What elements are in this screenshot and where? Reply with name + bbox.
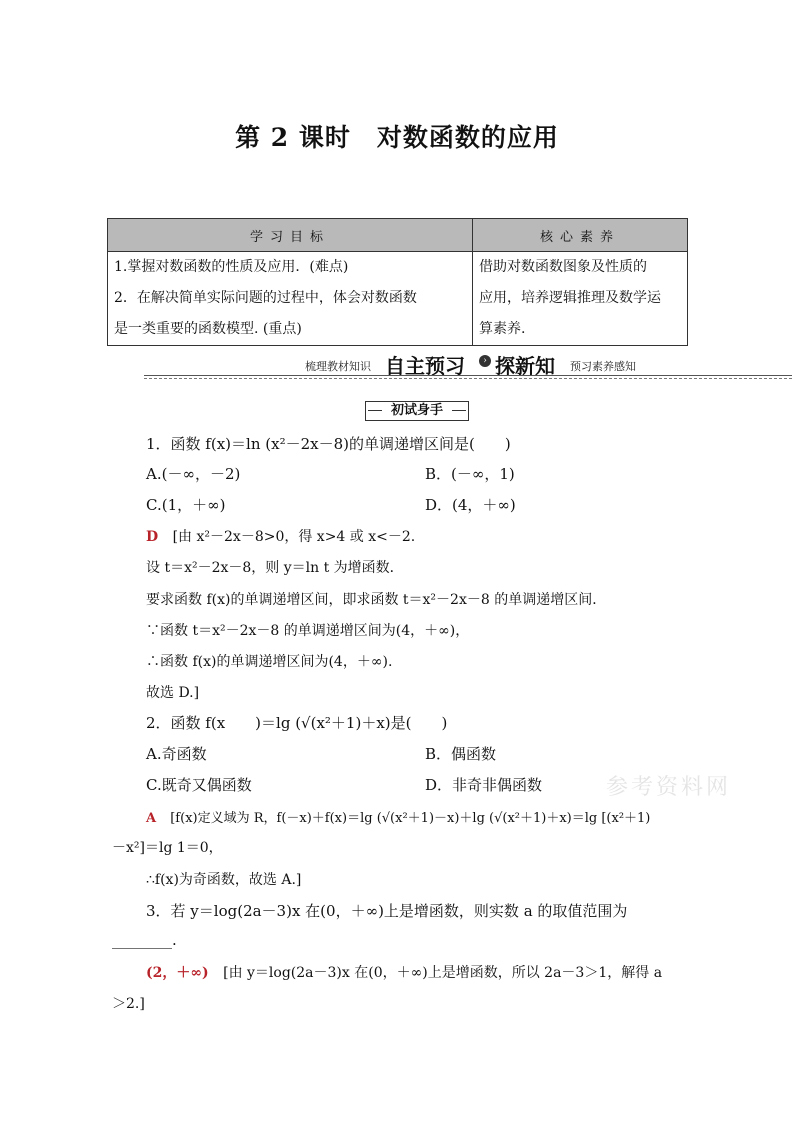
section-badge: 初试身手	[365, 401, 469, 421]
q1-option-d: D．(4，＋∞)	[425, 496, 516, 514]
q1-option-a: A.(－∞，－2)	[146, 465, 241, 483]
banner-title-2: 探新知	[495, 354, 555, 378]
banner-right-text: 预习素养感知	[570, 360, 636, 373]
q1-sol-4: ∵函数 t＝x²－2x－8 的单调递增区间为(4，＋∞)，	[146, 623, 470, 639]
q1-answer: D	[146, 529, 159, 545]
header-core-literacy: 核心素养	[473, 219, 688, 252]
arrow-icon: ›	[479, 355, 491, 367]
q3-sol-1: [由 y＝log(2a－3)x 在(0，＋∞)上是增函数，所以 2a－3＞1，解得 a	[223, 965, 663, 981]
goals-cell	[108, 252, 473, 346]
goals-table	[107, 218, 688, 346]
page-title: 第 2 课时 对数函数的应用	[235, 123, 559, 152]
q2-sol-1: [f(x)定义域为 R，f(－x)＋f(x)＝lg (√(x²＋1)－x)＋lg (√(x²＋1)＋x)＝lg [(x²＋1)	[170, 811, 651, 826]
q1-stem: 1．函数 f(x)＝ln (x²－2x－8)的单调递增区间是( )	[146, 435, 511, 453]
q1-sol-1: [由 x²－2x－8>0，得 x>4 或 x<－2.	[172, 529, 416, 545]
q1-sol-2: 设 t＝x²－2x－8，则 y＝ln t 为增函数．	[146, 560, 404, 576]
literacy-line-3: 算素养.	[479, 321, 526, 337]
q2-answer: A	[146, 811, 157, 826]
q2-option-a: A.奇函数	[146, 745, 207, 763]
goal-line-3: 是一类重要的函数模型. (重点)	[114, 321, 302, 337]
banner-left-text: 梳理教材知识	[305, 360, 371, 373]
watermark: 参考资料网	[606, 775, 732, 800]
q1-option-c: C.(1，＋∞)	[146, 496, 226, 514]
section-divider	[144, 375, 792, 379]
literacy-line-2: 应用，培养逻辑推理及数学运	[479, 290, 661, 306]
q2-option-c: C.既奇又偶函数	[146, 776, 252, 794]
q1-sol-6: 故选 D.]	[146, 685, 200, 701]
q2-option-d: D．非奇非偶函数	[425, 776, 543, 794]
goal-line-1: 1.掌握对数函数的性质及应用．(难点)	[114, 259, 349, 275]
q3-sol-2: ＞2.]	[112, 996, 145, 1012]
goal-line-2: 2．在解决简单实际问题的过程中，体会对数函数	[114, 290, 417, 306]
literacy-cell	[473, 252, 688, 346]
q3-stem: 3．若 y＝log(2a－3)x 在(0，＋∞)上是增函数，则实数 a 的取值范围为	[146, 902, 628, 920]
q2-sol-3: ∴f(x)为奇函数，故选 A.]	[146, 872, 302, 888]
header-learning-goals: 学习目标	[108, 219, 473, 252]
q2-option-b: B．偶函数	[425, 745, 497, 763]
literacy-line-1: 借助对数函数图象及性质的	[479, 259, 647, 275]
q1-sol-5: ∴函数 f(x)的单调递增区间为(4，＋∞).	[146, 654, 393, 670]
q3-answer: (2，＋∞)	[146, 965, 209, 981]
q2-sol-2: －x²]＝lg 1＝0，	[112, 840, 223, 856]
q2-stem: 2．函数 f(x )＝lg (√(x²＋1)＋x)是( )	[146, 714, 448, 732]
q1-sol-3: 要求函数 f(x)的单调递增区间，即求函数 t＝x²－2x－8 的单调递增区间．	[146, 592, 607, 608]
q3-blank: ________.	[112, 931, 177, 949]
banner-title: 自主预习	[385, 354, 465, 378]
q1-option-b: B．(－∞，1)	[425, 465, 515, 483]
